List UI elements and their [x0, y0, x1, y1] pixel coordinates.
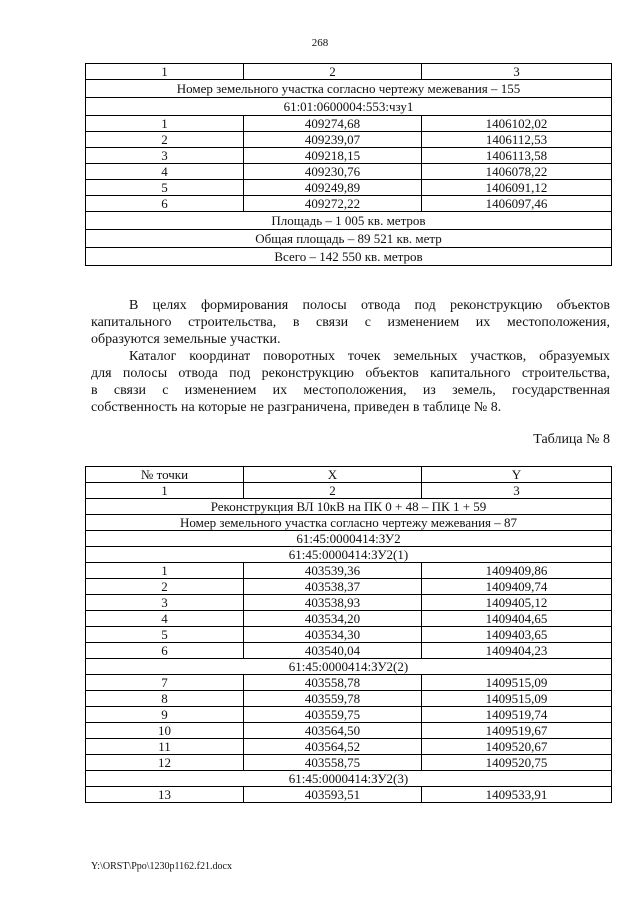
coordinates-table-continued — [85, 63, 612, 266]
section-name: 61:45:0000414:ЗУ2(2) — [86, 659, 612, 675]
table-row — [86, 563, 612, 579]
section-name: 61:45:0000414:ЗУ2(1) — [86, 547, 612, 563]
header-cell: 1 — [86, 64, 244, 80]
x-coordinate: 403538,93 — [244, 595, 422, 611]
x-coordinate: 403559,78 — [244, 691, 422, 707]
point-number: 7 — [86, 675, 244, 691]
table-row — [86, 643, 612, 659]
x-coordinate: 409272,22 — [244, 196, 422, 212]
paragraph-land-formation — [91, 297, 610, 348]
total-area-row — [86, 230, 612, 248]
column-number-row — [86, 483, 612, 499]
x-coordinate: 403538,37 — [244, 579, 422, 595]
table-row — [86, 116, 612, 132]
point-number: 4 — [86, 164, 244, 180]
paragraph-coordinate-catalog — [91, 348, 610, 416]
x-coordinate: 409239,07 — [244, 132, 422, 148]
plot-title-row — [86, 515, 612, 531]
table-row — [86, 611, 612, 627]
grand-total-row — [86, 248, 612, 266]
table-header-row — [86, 467, 612, 483]
header-point-number: № точки — [86, 467, 244, 483]
y-coordinate: 1409519,74 — [422, 707, 612, 723]
point-number: 1 — [86, 116, 244, 132]
table-row — [86, 180, 612, 196]
paragraph-line: в связи с изменением их местоположения, из земель, государственная — [91, 383, 610, 398]
paragraph-line: В целях формирования полосы отвода под реконструкцию объектов — [129, 298, 610, 313]
x-coordinate: 403558,75 — [244, 755, 422, 771]
y-coordinate: 1409403,65 — [422, 627, 612, 643]
table-row — [86, 707, 612, 723]
table-row — [86, 723, 612, 739]
x-coordinate: 403558,78 — [244, 675, 422, 691]
x-coordinate: 403559,75 — [244, 707, 422, 723]
x-coordinate: 403540,04 — [244, 643, 422, 659]
plot-id: 61:45:0000414:ЗУ2 — [86, 531, 612, 547]
table-row — [86, 675, 612, 691]
table-row — [86, 164, 612, 180]
table-row — [86, 755, 612, 771]
column-number: 2 — [244, 483, 422, 499]
y-coordinate: 1406112,53 — [422, 132, 612, 148]
plot-area: Площадь – 1 005 кв. метров — [86, 212, 612, 230]
y-coordinate: 1406078,22 — [422, 164, 612, 180]
area-row — [86, 212, 612, 230]
section-row — [86, 547, 612, 563]
section-row — [86, 771, 612, 787]
point-number: 2 — [86, 132, 244, 148]
paragraph-line: Каталог координат поворотных точек земельных участков, образуемых — [129, 349, 610, 364]
point-number: 3 — [86, 595, 244, 611]
point-number: 1 — [86, 563, 244, 579]
column-number: 1 — [86, 483, 244, 499]
point-number: 4 — [86, 611, 244, 627]
total-area: Общая площадь – 89 521 кв. метр — [86, 230, 612, 248]
x-coordinate: 409230,76 — [244, 164, 422, 180]
point-number: 12 — [86, 755, 244, 771]
y-coordinate: 1409520,67 — [422, 739, 612, 755]
paragraph-line: для полосы отвода под реконструкцию объектов капитального строительства, — [91, 366, 610, 381]
y-coordinate: 1409404,23 — [422, 643, 612, 659]
table-row — [86, 787, 612, 803]
y-coordinate: 1409409,86 — [422, 563, 612, 579]
y-coordinate: 1409405,12 — [422, 595, 612, 611]
y-coordinate: 1406113,58 — [422, 148, 612, 164]
table-row — [86, 739, 612, 755]
x-coordinate: 403564,50 — [244, 723, 422, 739]
plot-id: 61:01:0600004:553:чзу1 — [86, 98, 612, 116]
project-row — [86, 499, 612, 515]
point-number: 5 — [86, 180, 244, 196]
point-number: 11 — [86, 739, 244, 755]
x-coordinate: 409249,89 — [244, 180, 422, 196]
plot-title: Номер земельного участка согласно чертежу межевания – 87 — [86, 515, 612, 531]
y-coordinate: 1409519,67 — [422, 723, 612, 739]
header-cell: 2 — [244, 64, 422, 80]
section-name: 61:45:0000414:ЗУ2(3) — [86, 771, 612, 787]
point-number: 9 — [86, 707, 244, 723]
x-coordinate: 403534,30 — [244, 627, 422, 643]
page-number: 268 — [311, 37, 329, 49]
table-caption: Таблица № 8 — [533, 432, 610, 447]
table-row — [86, 132, 612, 148]
x-coordinate: 409274,68 — [244, 116, 422, 132]
project-title: Реконструкция ВЛ 10кВ на ПК 0 + 48 – ПК 1 + 59 — [86, 499, 612, 515]
header-x: X — [244, 467, 422, 483]
x-coordinate: 409218,15 — [244, 148, 422, 164]
table-row — [86, 579, 612, 595]
plot-title-row — [86, 80, 612, 98]
point-number: 6 — [86, 196, 244, 212]
y-coordinate: 1406097,46 — [422, 196, 612, 212]
plot-title: Номер земельного участка согласно чертежу межевания – 155 — [86, 80, 612, 98]
y-coordinate: 1409515,09 — [422, 675, 612, 691]
plot-id-row — [86, 531, 612, 547]
plot-id-row — [86, 98, 612, 116]
point-number: 8 — [86, 691, 244, 707]
table-row — [86, 691, 612, 707]
footer-file-path: Y:\ORST\Ppo\1230p1162.f21.docx — [91, 861, 232, 872]
y-coordinate: 1409520,75 — [422, 755, 612, 771]
x-coordinate: 403564,52 — [244, 739, 422, 755]
point-number: 5 — [86, 627, 244, 643]
y-coordinate: 1409533,91 — [422, 787, 612, 803]
coordinates-table-8 — [85, 466, 612, 803]
y-coordinate: 1409515,09 — [422, 691, 612, 707]
grand-total: Всего – 142 550 кв. метров — [86, 248, 612, 266]
point-number: 2 — [86, 579, 244, 595]
table-row — [86, 196, 612, 212]
paragraph-line: собственность на которые не разграничена, приведен в таблице № 8. — [91, 400, 502, 415]
y-coordinate: 1406102,02 — [422, 116, 612, 132]
point-number: 10 — [86, 723, 244, 739]
y-coordinate: 1406091,12 — [422, 180, 612, 196]
table-row — [86, 627, 612, 643]
point-number: 3 — [86, 148, 244, 164]
table-header-row — [86, 64, 612, 80]
paragraph-line: образуются земельные участки. — [91, 332, 281, 347]
paragraph-line: капитального строительства, в связи с изменением их местоположения, — [91, 315, 610, 330]
point-number: 13 — [86, 787, 244, 803]
header-y: Y — [422, 467, 612, 483]
table-row — [86, 595, 612, 611]
section-row — [86, 659, 612, 675]
y-coordinate: 1409409,74 — [422, 579, 612, 595]
y-coordinate: 1409404,65 — [422, 611, 612, 627]
x-coordinate: 403539,36 — [244, 563, 422, 579]
column-number: 3 — [422, 483, 612, 499]
x-coordinate: 403534,20 — [244, 611, 422, 627]
x-coordinate: 403593,51 — [244, 787, 422, 803]
point-number: 6 — [86, 643, 244, 659]
header-cell: 3 — [422, 64, 612, 80]
table-row — [86, 148, 612, 164]
